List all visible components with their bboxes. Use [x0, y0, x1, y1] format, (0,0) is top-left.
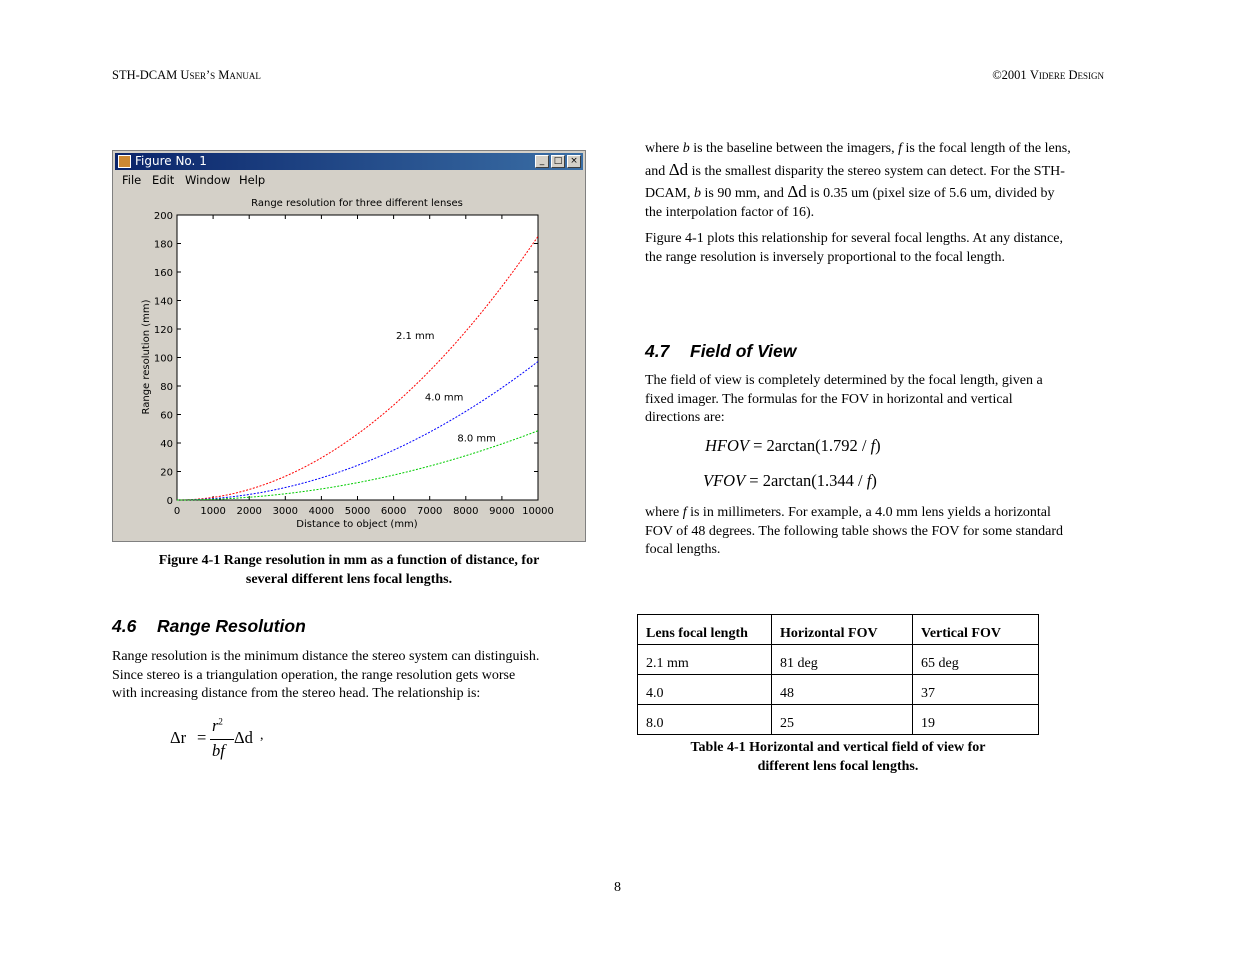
vfov-equation: VFOV = 2arctan(1.344 / f) — [703, 471, 877, 490]
range-resolution-paragraph: Range resolution is the minimum distance the stereo system can distinguish. Since stereo is a triangulation operation, the range resolution gets worse with increasing distance from the stereo head. The relationship is: — [112, 649, 540, 701]
table-cell: 37 — [913, 675, 1039, 705]
y-tick-label: 200 — [153, 211, 173, 222]
x-tick-label: 9000 — [489, 506, 515, 517]
table-cell: 65 deg — [913, 645, 1039, 675]
range-resolution-equation: Δr = $r^2$ bf Δd , — [170, 716, 264, 760]
x-tick-label: 5000 — [344, 506, 371, 517]
y-tick-label: 20 — [160, 467, 173, 479]
series-annotation: 8.0 mm — [457, 433, 496, 445]
figure-window — [112, 150, 586, 542]
plot-area — [177, 215, 538, 500]
table-row — [638, 705, 1039, 735]
x-axis-label: Distance to object (mm) — [296, 519, 418, 530]
y-tick-label: 160 — [153, 268, 173, 279]
fraction-bar — [210, 739, 234, 740]
y-axis-label: Range resolution (mm) — [141, 299, 152, 415]
y-tick-label: 60 — [160, 410, 173, 422]
x-tick-label: 8000 — [453, 506, 479, 517]
series-annotation: 4.0 mm — [424, 392, 464, 404]
table-header-row — [638, 615, 1039, 645]
hfov-equation: HFOV = 2arctan(1.792 / f) — [705, 436, 881, 455]
y-tick-label: 100 — [153, 353, 173, 365]
table-header-cell: Horizontal FOV — [772, 615, 913, 645]
x-tick-label: 0 — [173, 506, 181, 517]
table-row — [638, 645, 1039, 675]
figure-menubar — [115, 171, 583, 189]
fov-example-paragraph: where f is in millimeters. For example, a 4.0 mm lens yields a horizontal FOV of 48 degrees. The following table shows the FOV for some standard focal lengths. — [645, 505, 1063, 557]
menu-help[interactable]: Help — [239, 173, 266, 187]
table-cell: 8.0 — [638, 705, 772, 735]
table-cell: 4.0 — [638, 675, 772, 705]
table-cell: 81 deg — [772, 645, 913, 675]
maximize-button[interactable]: □ — [551, 155, 565, 168]
y-tick-label: 40 — [160, 439, 173, 450]
fov-table — [637, 614, 1039, 735]
x-tick-label: 2000 — [236, 506, 262, 517]
minimize-button[interactable]: _ — [535, 155, 549, 168]
table-cell: 2.1 mm — [638, 645, 772, 675]
figure-reference-paragraph: Figure 4-1 plots this relationship for several focal lengths. At any distance, the range resolution is inversely proportional to the focal length. — [645, 231, 1063, 265]
y-tick-label: 140 — [153, 296, 173, 308]
matlab-figure-icon — [118, 155, 131, 168]
table-cell: 48 — [772, 675, 913, 705]
table-header-cell: Lens focal length — [638, 615, 772, 645]
y-tick-label: 120 — [153, 325, 173, 336]
menu-file[interactable]: File — [122, 173, 142, 187]
y-tick-label: 0 — [166, 496, 173, 507]
range-resolution-chart — [113, 189, 585, 541]
running-header-right: ©2001 Videre Design — [992, 68, 1104, 82]
chart-title: Range resolution for three different lenses — [251, 198, 463, 209]
x-tick-label: 4000 — [308, 506, 335, 517]
figure-titlebar — [115, 153, 583, 170]
table-header-cell: Vertical FOV — [913, 615, 1039, 645]
field-of-view-paragraph: The field of view is completely determined by the focal length, given a fixed imager. The formulas for the FOV in horizontal and vertical directions are: — [645, 373, 1043, 425]
y-tick-label: 180 — [153, 239, 173, 251]
page-number: 8 — [614, 880, 621, 895]
x-tick-label: 3000 — [272, 506, 299, 517]
x-tick-label: 7000 — [416, 506, 443, 517]
x-tick-label: 10000 — [522, 506, 554, 517]
section-heading-4-6: 4.6 Range Resolution — [112, 616, 306, 636]
table-caption: Table 4-1 Horizontal and vertical field of view for different lens focal lengths. — [690, 740, 986, 774]
y-tick-label: 80 — [160, 382, 173, 393]
series-annotation: 2.1 mm — [395, 330, 435, 342]
x-tick-label: 6000 — [380, 506, 407, 517]
x-tick-label: 1000 — [200, 506, 226, 517]
table-cell: 25 — [772, 705, 913, 735]
menu-edit[interactable]: Edit — [152, 173, 175, 187]
section-heading-4-7: 4.7 Field of View — [645, 341, 797, 361]
figure-title: Figure No. 1 — [135, 154, 207, 168]
table-cell: 19 — [913, 705, 1039, 735]
running-header-left: STH-DCAM User’s Manual — [112, 68, 261, 82]
menu-window[interactable]: Window — [185, 173, 231, 187]
figure-caption: Figure 4-1 Range resolution in mm as a function of distance, for several different lens focal lengths. — [158, 553, 540, 587]
close-button[interactable]: × — [567, 155, 581, 168]
range-definition-paragraph: where b is the baseline between the imagers, f is the focal length of the lens, and Δd is the smallest disparity the stereo system can detect. For the STH- DCAM, b is 90 mm, and Δd is 0.35 um (pixel size of 5.6 um, divided by the interpolation factor of 16). — [645, 141, 1071, 220]
table-row — [638, 675, 1039, 705]
